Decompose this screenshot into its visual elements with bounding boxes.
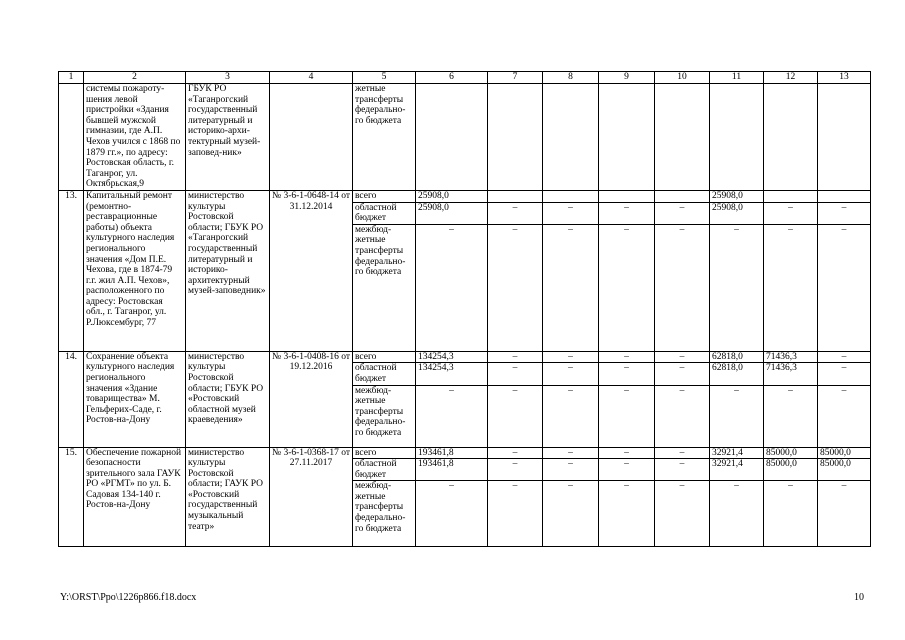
value-cell bbox=[488, 84, 543, 191]
table-row bbox=[59, 447, 871, 459]
value-cell: 25908,0 bbox=[416, 202, 488, 224]
value-cell: 85000,0 bbox=[764, 447, 818, 459]
value-cell: – bbox=[655, 385, 710, 447]
value-cell: – bbox=[818, 481, 871, 547]
object-name: Обеспечение пожарной безопасности зрительного зала ГАУК РО «РГМТ» по ул. Б. Садовая 134-140 г. Ростов-на-Дону bbox=[84, 447, 186, 547]
value-cell: 85000,0 bbox=[764, 459, 818, 481]
value-cell: – bbox=[764, 224, 818, 351]
funding-source: межбюд-жетные трансферты федерально-го бюджета bbox=[353, 385, 416, 447]
value-cell: – bbox=[416, 481, 488, 547]
value-cell: – bbox=[488, 459, 543, 481]
value-cell: 134254,3 bbox=[416, 363, 488, 385]
document-ref bbox=[270, 84, 353, 191]
col-header: 11 bbox=[710, 72, 764, 84]
value-cell bbox=[710, 84, 764, 191]
row-number: 14. bbox=[59, 351, 84, 447]
col-header: 2 bbox=[84, 72, 186, 84]
value-cell: – bbox=[488, 385, 543, 447]
col-header: 5 bbox=[353, 72, 416, 84]
value-cell: 85000,0 bbox=[818, 459, 871, 481]
page-number: 10 bbox=[854, 592, 864, 603]
footer-file-path: Y:\ORST\Ppo\1226p866.f18.docx bbox=[60, 592, 197, 603]
executor: министерство культуры Ростовской области; ГБУК РО «Ростовский областной музей краеведения» bbox=[186, 351, 270, 447]
funding-source: межбюд-жетные трансферты федерально-го бюджета bbox=[353, 224, 416, 351]
value-cell: – bbox=[543, 363, 599, 385]
value-cell bbox=[488, 190, 543, 202]
value-cell: – bbox=[543, 202, 599, 224]
col-header: 12 bbox=[764, 72, 818, 84]
value-cell: 25908,0 bbox=[710, 202, 764, 224]
value-cell: 25908,0 bbox=[710, 190, 764, 202]
value-cell: – bbox=[710, 385, 764, 447]
value-cell: 25908,0 bbox=[416, 190, 488, 202]
value-cell: 71436,3 bbox=[764, 363, 818, 385]
funding-source: жетные трансферты федерально-го бюджета bbox=[353, 84, 416, 191]
executor: министерство культуры Ростовской области; ГБУК РО «Таганрогский государственный литературный и историко-архитектурный музей-заповедник» bbox=[186, 190, 270, 351]
value-cell: 71436,3 bbox=[764, 351, 818, 363]
value-cell bbox=[655, 190, 710, 202]
funding-source: всего bbox=[353, 351, 416, 363]
column-number-row bbox=[59, 72, 871, 84]
value-cell: – bbox=[818, 385, 871, 447]
value-cell: 62818,0 bbox=[710, 363, 764, 385]
value-cell: – bbox=[764, 385, 818, 447]
funding-source: областной бюджет bbox=[353, 202, 416, 224]
value-cell bbox=[543, 84, 599, 191]
object-name: Капитальный ремонт (ремонтно-реставрационные работы) объекта культурного наследия регионального значения «Дом П.Е. Чехова, где в 1874-79 г.г. жил А.П. Чехов», расположенного по адресу: Ростовская обл., г. Таганрог, ул. Р.Люксембург, 77 bbox=[84, 190, 186, 351]
funding-source: областной бюджет bbox=[353, 459, 416, 481]
value-cell bbox=[764, 84, 818, 191]
col-header: 3 bbox=[186, 72, 270, 84]
value-cell: – bbox=[818, 224, 871, 351]
value-cell bbox=[543, 190, 599, 202]
value-cell: – bbox=[543, 481, 599, 547]
value-cell: – bbox=[710, 481, 764, 547]
table-row bbox=[59, 351, 871, 363]
table-row bbox=[59, 190, 871, 202]
object-name: системы пожароту-шения левой пристройки «Здания бывшей мужской гимназии, где А.П. Чехов учился с 1868 по 1879 гг.», по адресу: Ростовская область, г. Таганрог, ул. Октябрьская,9 bbox=[84, 84, 186, 191]
value-cell: – bbox=[488, 224, 543, 351]
col-header: 6 bbox=[416, 72, 488, 84]
value-cell: – bbox=[655, 459, 710, 481]
value-cell: – bbox=[599, 224, 655, 351]
funding-source: всего bbox=[353, 447, 416, 459]
col-header: 7 bbox=[488, 72, 543, 84]
value-cell: 85000,0 bbox=[818, 447, 871, 459]
value-cell: – bbox=[655, 481, 710, 547]
value-cell: 32921,4 bbox=[710, 459, 764, 481]
funding-source: областной бюджет bbox=[353, 363, 416, 385]
value-cell: – bbox=[599, 459, 655, 481]
value-cell: 32921,4 bbox=[710, 447, 764, 459]
value-cell: 62818,0 bbox=[710, 351, 764, 363]
col-header: 9 bbox=[599, 72, 655, 84]
value-cell: – bbox=[764, 481, 818, 547]
value-cell: – bbox=[818, 351, 871, 363]
value-cell bbox=[764, 190, 818, 202]
value-cell: – bbox=[543, 447, 599, 459]
value-cell: – bbox=[488, 481, 543, 547]
value-cell: – bbox=[543, 351, 599, 363]
value-cell: – bbox=[416, 385, 488, 447]
col-header: 13 bbox=[818, 72, 871, 84]
value-cell: – bbox=[488, 351, 543, 363]
value-cell: 193461,8 bbox=[416, 459, 488, 481]
value-cell bbox=[818, 84, 871, 191]
value-cell: – bbox=[818, 363, 871, 385]
document-ref: № 3-6-1-0408-16 от 19.12.2016 bbox=[270, 351, 353, 447]
value-cell: – bbox=[655, 202, 710, 224]
object-name: Сохранение объекта культурного наследия регионального значения «Здание товарищества» М. Гельферих-Саде, г. Ростов-на-Дону bbox=[84, 351, 186, 447]
value-cell: – bbox=[543, 224, 599, 351]
budget-table bbox=[58, 71, 871, 547]
value-cell: – bbox=[543, 459, 599, 481]
value-cell bbox=[599, 190, 655, 202]
value-cell: – bbox=[599, 447, 655, 459]
value-cell: – bbox=[488, 447, 543, 459]
document-ref: № 3-6-1-0648-14 от 31.12.2014 bbox=[270, 190, 353, 351]
value-cell: – bbox=[599, 351, 655, 363]
row-number: 15. bbox=[59, 447, 84, 547]
value-cell bbox=[416, 84, 488, 191]
value-cell: – bbox=[655, 447, 710, 459]
value-cell: – bbox=[488, 363, 543, 385]
value-cell: – bbox=[599, 202, 655, 224]
funding-source: межбюд-жетные трансферты федерально-го бюджета bbox=[353, 481, 416, 547]
funding-source: всего bbox=[353, 190, 416, 202]
value-cell: – bbox=[599, 363, 655, 385]
executor: министерство культуры Ростовской области; ГАУК РО «Ростовский государственный музыкальный театр» bbox=[186, 447, 270, 547]
value-cell: – bbox=[599, 385, 655, 447]
executor: ГБУК РО «Таганрогский государственный литературный и историко-архи-тектурный музей-заповед-ник» bbox=[186, 84, 270, 191]
value-cell: – bbox=[655, 224, 710, 351]
value-cell: – bbox=[599, 481, 655, 547]
value-cell: 134254,3 bbox=[416, 351, 488, 363]
value-cell: – bbox=[655, 351, 710, 363]
value-cell: – bbox=[655, 363, 710, 385]
value-cell: – bbox=[710, 224, 764, 351]
continuation-row bbox=[59, 84, 871, 191]
value-cell: – bbox=[818, 202, 871, 224]
row-number bbox=[59, 84, 84, 191]
value-cell: – bbox=[543, 385, 599, 447]
value-cell: – bbox=[416, 224, 488, 351]
value-cell: – bbox=[764, 202, 818, 224]
col-header: 4 bbox=[270, 72, 353, 84]
col-header: 10 bbox=[655, 72, 710, 84]
value-cell: – bbox=[488, 202, 543, 224]
value-cell bbox=[599, 84, 655, 191]
value-cell bbox=[655, 84, 710, 191]
value-cell bbox=[818, 190, 871, 202]
col-header: 1 bbox=[59, 72, 84, 84]
col-header: 8 bbox=[543, 72, 599, 84]
document-ref: № 3-6-1-0368-17 от 27.11.2017 bbox=[270, 447, 353, 547]
value-cell: 193461,8 bbox=[416, 447, 488, 459]
row-number: 13. bbox=[59, 190, 84, 351]
